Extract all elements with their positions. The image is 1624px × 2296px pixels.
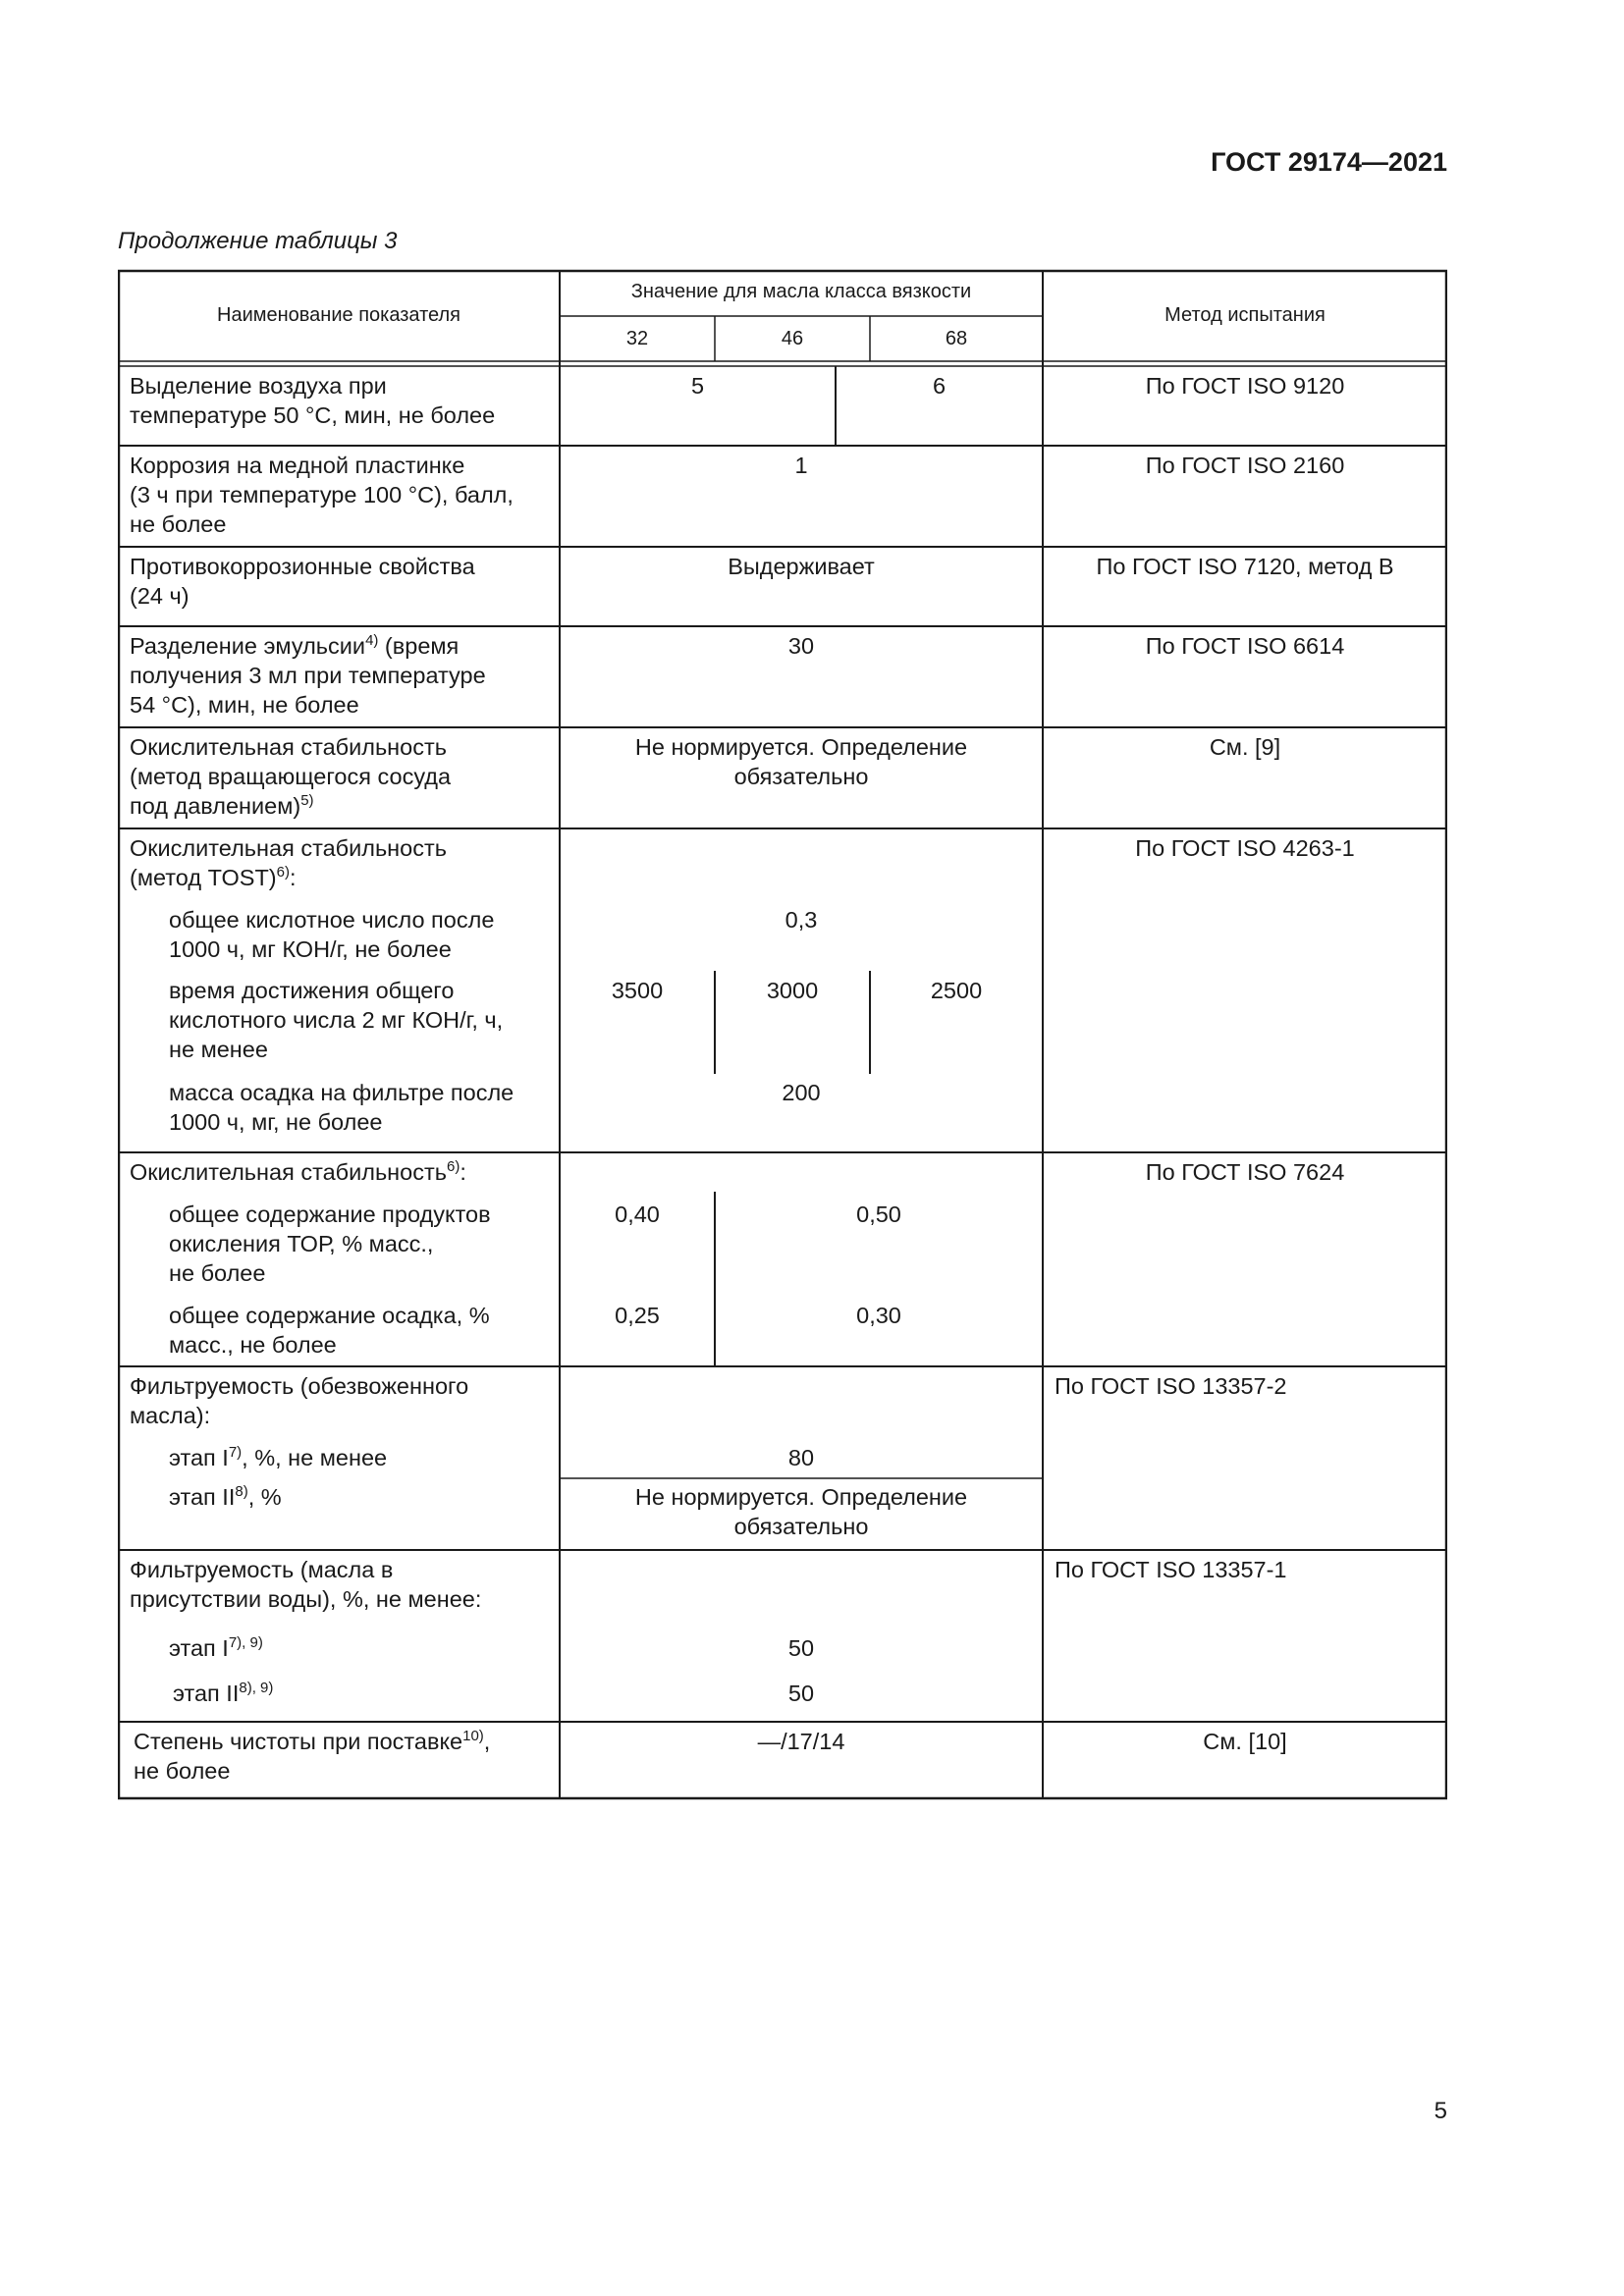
footnote-mark: 10) xyxy=(462,1728,484,1744)
row-tost-name: Окислительная стабильность (метод TOST)$^{6)}$: xyxy=(130,835,447,890)
row-anticorrosion-method: По ГОСТ ISO 7120, метод В xyxy=(1096,554,1394,579)
row-tost-time-label: время достижения общего кислотного числа 2 мг КОН/г, ч, не менее xyxy=(169,978,504,1062)
row-air-release-name: Выделение воздуха при температуре 50 °С, мин, не более xyxy=(130,373,496,428)
header-class-32: 32 xyxy=(625,328,649,349)
row-cleanliness-value: —/17/14 xyxy=(757,1729,845,1754)
row-rpvot-name: Окислительная стабильность (метод вращающегося сосуда под давлением)$^{5)}$ xyxy=(130,734,452,819)
row-tor-products-label: общее содержание продуктов окисления ТОР, % масс., не более xyxy=(169,1201,491,1286)
row-filterability-wet-stage2-value: 50 xyxy=(787,1681,815,1706)
footnote-mark: 7), 9) xyxy=(228,1634,263,1651)
footnote-mark: 7) xyxy=(228,1444,243,1461)
footnote-mark: 4) xyxy=(365,632,379,649)
row-rpvot-method: См. [9] xyxy=(1209,734,1281,760)
footnote-mark: 5) xyxy=(300,792,314,809)
row-tor-sludge-value-46-68: 0,30 xyxy=(856,1303,901,1328)
footnote-mark: 8) xyxy=(235,1483,248,1500)
row-tost-time-value-32: 3500 xyxy=(611,978,664,1003)
row-rpvot-value: Не нормируется. Определение обязательно xyxy=(634,734,968,789)
row-tost-acid-number-label: общее кислотное число после 1000 ч, мг КОН/г, не более xyxy=(169,907,495,962)
row-tor-method: По ГОСТ ISO 7624 xyxy=(1145,1159,1345,1185)
header-indicator-name: Наименование показателя xyxy=(217,304,460,326)
row-filterability-wet-method: По ГОСТ ISO 13357-1 xyxy=(1055,1557,1287,1582)
row-tor-sludge-value-32: 0,25 xyxy=(615,1303,660,1328)
row-tost-acid-number-value: 0,3 xyxy=(785,907,818,933)
row-emulsion-value: 30 xyxy=(787,633,815,659)
row-cleanliness-method: См. [10] xyxy=(1203,1729,1287,1754)
row-filterability-wet-stage2-label: этап $II^{8), 9)}$ xyxy=(173,1680,274,1706)
row-tor-products-value-32: 0,40 xyxy=(615,1201,660,1227)
row-filterability-dry-method: По ГОСТ ISO 13357-2 xyxy=(1055,1373,1287,1399)
footnote-mark: 8), 9) xyxy=(239,1680,274,1696)
row-filterability-wet-stage1-label: этап $I^{7), 9)}$ xyxy=(169,1634,263,1661)
row-tor-sludge-label: общее содержание осадка, % масс., не более xyxy=(169,1303,490,1358)
row-air-release-value-32-46: 5 xyxy=(690,373,705,399)
footnote-mark: 6) xyxy=(276,864,290,881)
header-class-68: 68 xyxy=(945,328,968,349)
table-caption: Продолжение таблицы 3 xyxy=(118,228,398,254)
row-filterability-wet-stage1-value: 50 xyxy=(787,1635,815,1661)
row-air-release-method: По ГОСТ ISO 9120 xyxy=(1145,373,1345,399)
row-emulsion-method: По ГОСТ ISO 6614 xyxy=(1145,633,1345,659)
row-tost-time-value-46: 3000 xyxy=(766,978,819,1003)
row-anticorrosion-value: Выдерживает xyxy=(728,554,875,579)
row-tost-method: По ГОСТ ISO 4263-1 xyxy=(1135,835,1355,861)
row-tost-sludge-value: 200 xyxy=(782,1080,821,1105)
row-copper-corrosion-method: По ГОСТ ISO 2160 xyxy=(1145,453,1345,478)
row-emulsion-name: Разделение эмульсии$^{4)}$ (время получения 3 мл при температуре 54 °С), мин, не более xyxy=(130,632,486,718)
row-filterability-dry-stage1-label: этап $I^{7)}$, %, не менее xyxy=(169,1444,388,1470)
row-filterability-dry-stage1-value: 80 xyxy=(787,1445,815,1470)
footnote-mark: 6) xyxy=(447,1158,460,1175)
row-cleanliness-name: Степень чистоты при поставке$^{10)}$, не более xyxy=(134,1728,491,1784)
specifications-table xyxy=(118,269,1447,1800)
row-filterability-wet-name: Фильтруемость (масла в присутствии воды), %, не менее: xyxy=(130,1557,482,1612)
page-number: 5 xyxy=(1434,2098,1447,2124)
header-class-46: 46 xyxy=(781,328,804,349)
document-number: ГОСТ 29174—2021 xyxy=(1211,147,1447,177)
row-filterability-dry-name: Фильтруемость (обезвоженного масла): xyxy=(130,1373,469,1428)
row-copper-corrosion-value: 1 xyxy=(794,453,808,478)
header-value-group: Значение для масла класса вязкости xyxy=(630,281,972,302)
row-tost-time-value-68: 2500 xyxy=(930,978,983,1003)
header-test-method: Метод испытания xyxy=(1164,304,1326,326)
row-tor-name: Окислительная стабильность$^{6)}$: xyxy=(130,1158,466,1185)
row-tost-sludge-label: масса осадка на фильтре после 1000 ч, мг, не более xyxy=(169,1080,514,1135)
row-filterability-dry-stage2-label: этап II$^{8)}$, % xyxy=(169,1483,282,1510)
row-air-release-value-68: 6 xyxy=(932,373,947,399)
row-copper-corrosion-name: Коррозия на медной пластинке (3 ч при температуре 100 °С), балл, не более xyxy=(130,453,514,537)
row-anticorrosion-name: Противокоррозионные свойства (24 ч) xyxy=(130,554,475,609)
row-tor-products-value-46-68: 0,50 xyxy=(856,1201,901,1227)
row-filterability-dry-stage2-value: Не нормируется. Определение обязательно xyxy=(634,1484,968,1539)
